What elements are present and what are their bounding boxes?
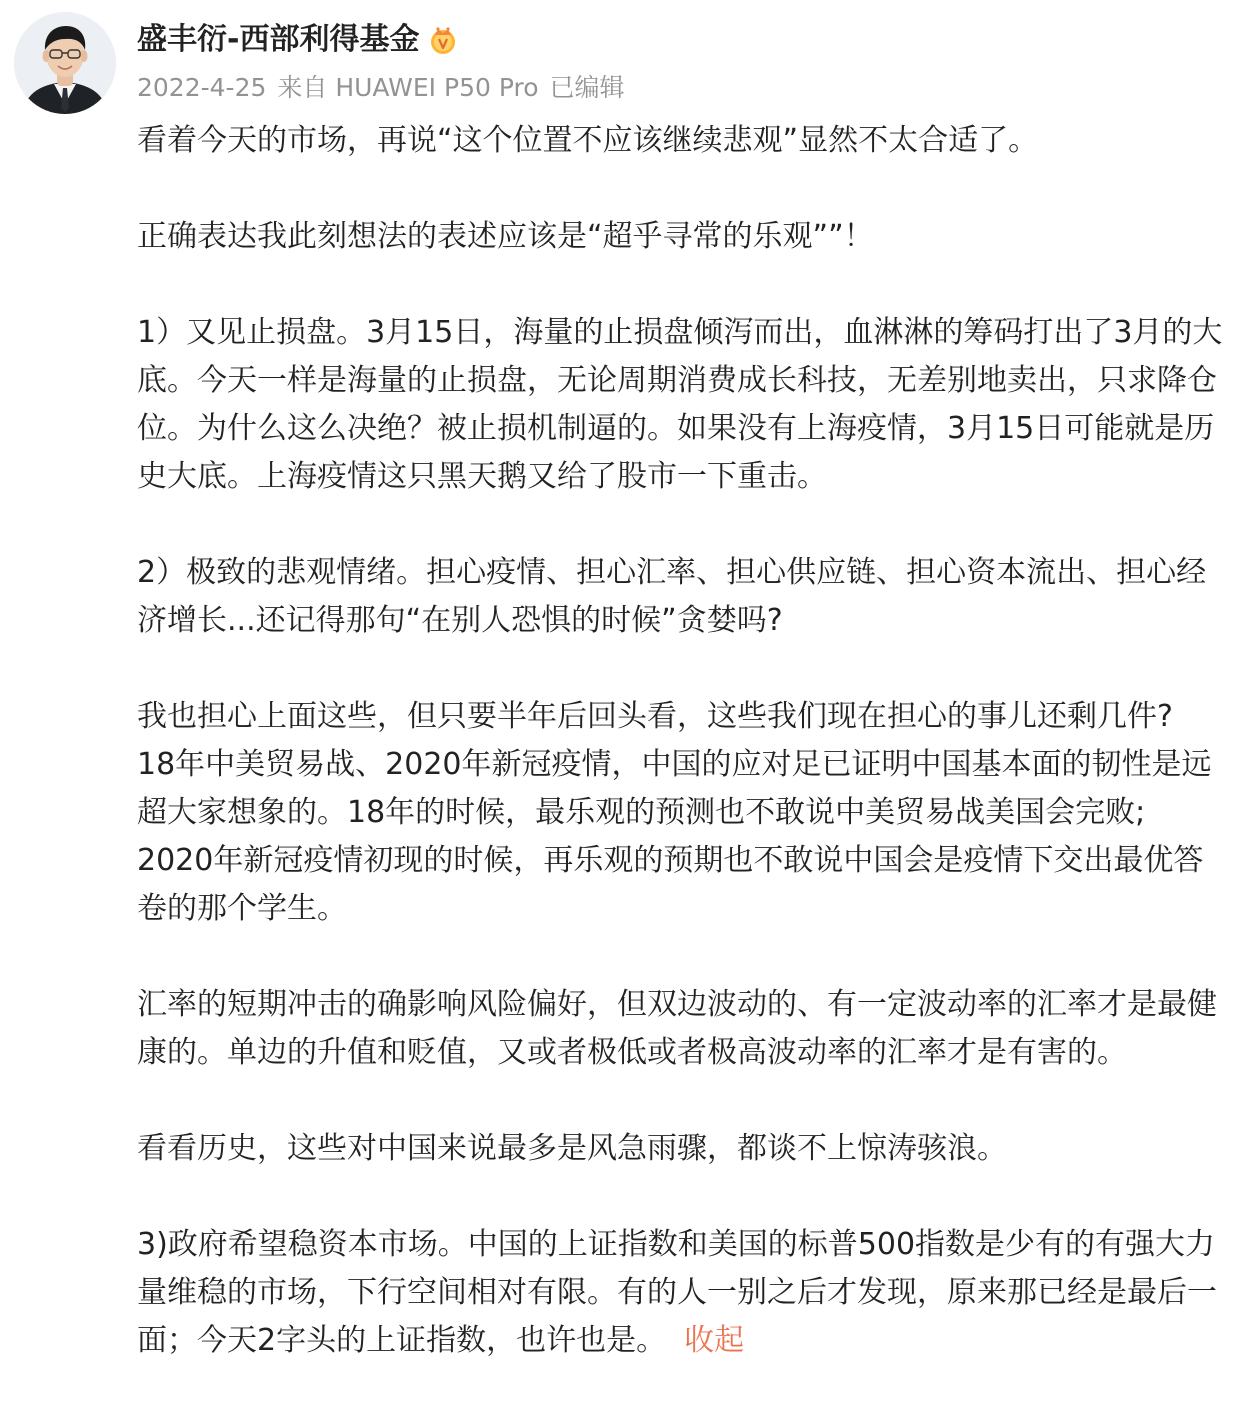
text-line [137,1317,1232,1365]
paragraph [137,213,1232,261]
text-line: 济增长...还记得那句“在别人恐惧的时候”贪婪吗? [137,603,783,638]
edited-label[interactable]: 已编辑 [549,73,625,102]
post-source: 来自 HUAWEI P50 Pro [277,73,539,102]
vip-crown-icon[interactable] [427,25,459,55]
name-row [137,14,1237,66]
paragraph [137,309,1232,501]
text-line: 看看历史，这些对中国来说最多是风急雨骤，都谈不上惊涛骇浪。 [137,1131,1007,1166]
text-line: 量维稳的市场，下行空间相对有限。有的人一别之后才发现，原来那已经是最后一 [137,1275,1217,1310]
paragraph [137,117,1232,165]
post-date[interactable]: 2022-4-25 [137,73,267,102]
post-meta [137,70,1237,106]
text-line: 超大家想象的。18年的时候，最乐观的预测也不敢说中美贸易战美国会完败; [137,795,1146,830]
text-line: 底。今天一样是海量的止损盘，无论周期消费成长科技，无差别地卖出，只求降仓 [137,363,1217,398]
text-line: 2020年新冠疫情初现的时候，再乐观的预期也不敢说中国会是疫情下交出最优答 [137,843,1204,878]
paragraph [137,1221,1232,1365]
text-line: 看着今天的市场，再说“这个位置不应该继续悲观”显然不太合适了。 [137,123,1039,158]
paragraph [137,1125,1232,1173]
text-line: 史大底。上海疫情这只黑天鹅又给了股市一下重击。 [137,459,827,494]
paragraph [137,693,1232,933]
post-content [137,117,1232,1413]
avatar-portrait-image [14,12,116,114]
post-header [137,14,1237,106]
text-line: 18年中美贸易战、2020年新冠疫情，中国的应对足已证明中国基本面的韧性是远 [137,747,1212,782]
text-line: 我也担心上面这些，但只要半年后回头看，这些我们现在担心的事儿还剩几件? [137,699,1173,734]
avatar[interactable] [14,12,116,114]
text-line: 位。为什么这么决绝？被止损机制逼的。如果没有上海疫情，3月15日可能就是历 [137,411,1215,446]
text-line: 2）极致的悲观情绪。担心疫情、担心汇率、担心供应链、担心资本流出、担心经 [137,555,1207,590]
text-line: 卷的那个学生。 [137,891,347,926]
collapse-link[interactable]: 收起 [684,1323,745,1358]
paragraph [137,549,1232,645]
text-line: 汇率的短期冲击的确影响风险偏好，但双边波动的、有一定波动率的汇率才是最健 [137,987,1217,1022]
text-line: 正确表达我此刻想法的表述应该是“超乎寻常的乐观””！ [137,219,874,254]
author-name[interactable]: 盛丰衍-西部利得基金 [137,22,420,57]
text-line: 康的。单边的升值和贬值，又或者极低或者极高波动率的汇率才是有害的。 [137,1035,1127,1070]
text-line: 3)政府希望稳资本市场。中国的上证指数和美国的标普500指数是少有的有强大力 [137,1227,1216,1262]
text-line-content: 面；今天2字头的上证指数，也许也是。 [137,1323,667,1358]
text-line: 1）又见止损盘。3月15日，海量的止损盘倾泻而出，血淋淋的筹码打出了3月的大 [137,315,1223,350]
paragraph [137,981,1232,1077]
